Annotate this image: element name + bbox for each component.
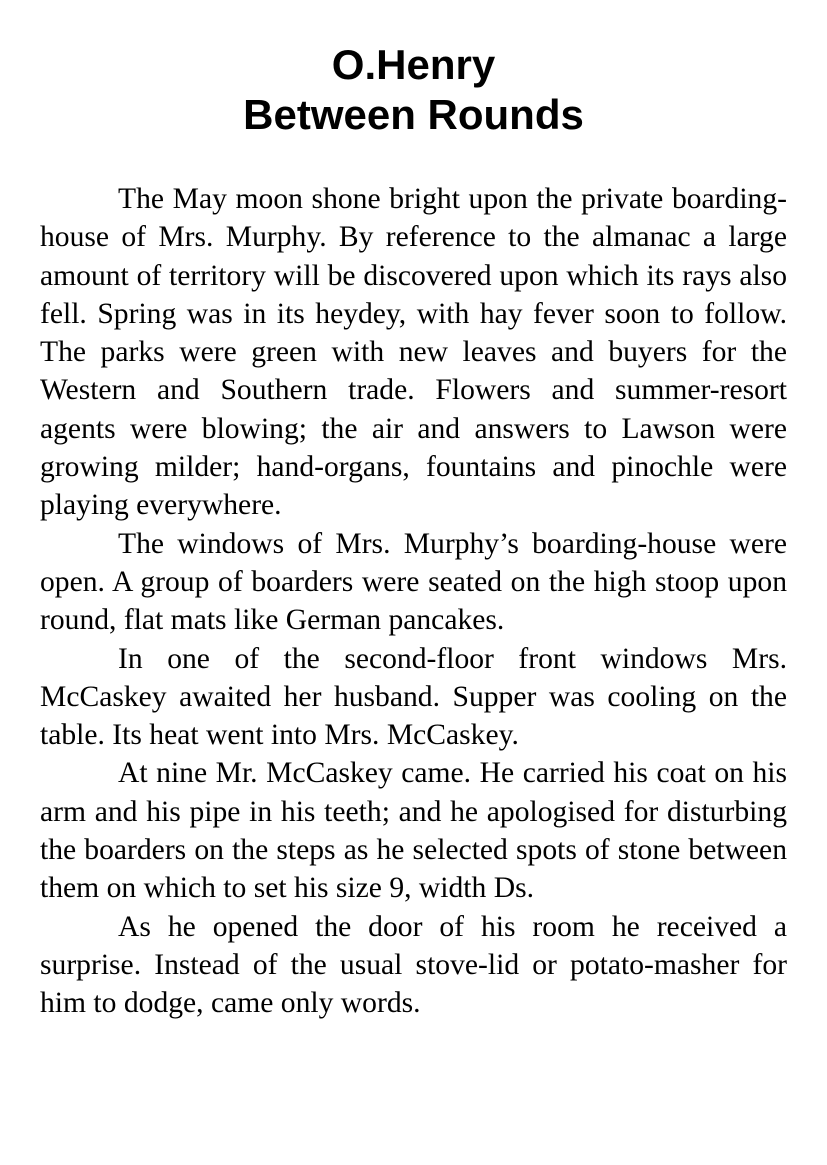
paragraph: At nine Mr. McCaskey came. He carried his coat on his arm and his pipe in his teeth; and he apologised for disturbing the boarders on the steps as he selected spots of stone between them on which to set his size 9, width Ds. <box>40 757 787 905</box>
paragraph: The windows of Mrs. Murphy’s boarding-house were open. A group of boarders were seated on the high stoop upon round, flat mats like German pancakes. <box>40 527 787 637</box>
paragraph: The May moon shone bright upon the private boarding-house of Mrs. Murphy. By reference to the almanac a large amount of territory will be discovered upon which its rays also fell. Spring was in its heydey, with hay fever soon to follow. The parks were green with new leaves and buyers for the Western and Southern trade. Flowers and summer-resort agents were blowing; the air and answers to Lawson were growing milder; hand-organs, fountains and pinochle were playing everywhere. <box>40 183 787 522</box>
story-title: Between Rounds <box>243 91 584 138</box>
title-block <box>0 40 827 140</box>
paragraph: In one of the second-floor front windows Mrs. McCaskey awaited her husband. Supper was cooling on the table. Its heat went into Mrs. McCaskey. <box>40 642 787 752</box>
author-name: O.Henry <box>331 41 496 88</box>
paragraph: As he opened the door of his room he received a surprise. Instead of the usual stove-lid or potato-masher for him to dodge, came only words. <box>40 910 787 1020</box>
story-body <box>40 180 787 1023</box>
